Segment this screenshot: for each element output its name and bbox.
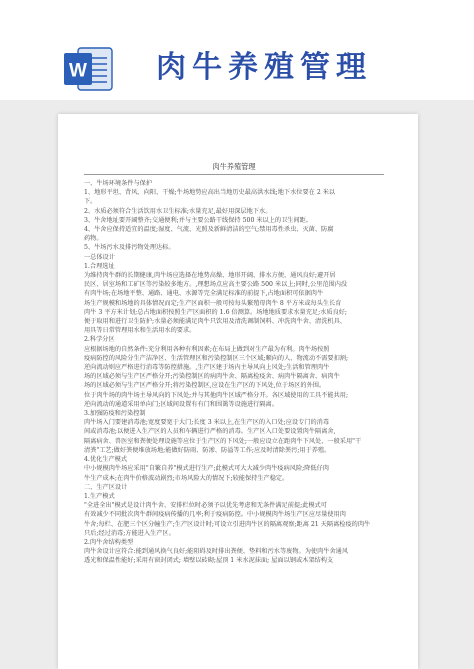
document-text-line: 中小规模肉牛场应采用"自繁自养"模式进行生产;此模式可大大减少肉牛疫病风险;降低仔肉	[84, 465, 329, 473]
document-text-line: 1、地形平坦、背风、向阳、干燥;牛场地势应高出当地历史最高洪水线;地下水位要在 2 米以	[84, 189, 336, 197]
document-text-line: 民区、居室场和工矿区等污染较多地方。,理想场点应高主要公路 500 米以上;同时,公里范围内没	[84, 281, 348, 289]
document-text-line: 只后;经过消毒;方能进入生产区。	[84, 529, 175, 537]
document-text-line: 一、牛场环境条件与保护	[84, 180, 153, 187]
document-text-line: 3.加强防疫和污染控制	[84, 410, 146, 418]
word-document-icon	[64, 46, 114, 92]
document-text-line: 逆向流动则应严格进行消毒等防控措施。,生产区建于场内主导风向上风处;生活和管理肉牛	[84, 364, 330, 372]
document-text-line: 二、生产区设计	[84, 483, 128, 491]
document-text-line: 隔离病舍、兽医室和粪便处理设施等应位于生产区的下风处;一般应设立在距肉牛下风处、一般采用"干	[84, 437, 362, 445]
word-logo-letter: W	[69, 60, 87, 82]
document-text-line: 场的区域必须与生产区严格分开;将污染控制区,应设在生产区的下风处,位于场区的外围。	[84, 382, 326, 390]
document-body	[84, 126, 384, 566]
document-text-line: "全进全出"模式是设计肉牛舍、安排栏位时必须予以优先考虑和无条件满足前提;此模式可	[84, 502, 327, 510]
banner-title: 肉牛养殖管理	[156, 50, 372, 85]
document-text-line: 清粪"工艺;做好粪便堆放场地;能做好防雨、防渗、防溢等工作;应及时清除粪污;用于养殖。	[84, 446, 331, 454]
document-text-line: 场的区域必须与生产区严格分开;污染控制区的病肉牛舍、隔离检疫舍、病肉牛隔离舍、病肉牛	[84, 373, 340, 381]
document-text-line: 用具等日常管理用水和生活用水的要求。	[84, 327, 196, 335]
document-text-line: 逆向流动的通道采用单向门;区域间设置有有门和围篱等设施进行隔离。	[84, 400, 278, 408]
document-text-line: 肉牛舍设计应符合:能到通风换气良好;能阻碍及时排出粪便、垫料和污水等废物。为使肉牛舍通风	[84, 548, 349, 556]
document-title: 肉牛养殖管理	[212, 162, 256, 171]
document-preview-area	[0, 100, 474, 669]
document-text-line: 下。	[84, 198, 97, 206]
document-text-line: 5、牛场污水及排污物处理达标。	[84, 244, 175, 252]
document-text-line: 药物。	[84, 235, 103, 243]
document-text-line: 2.科学分区	[84, 336, 115, 344]
title-divider	[84, 174, 384, 175]
banner	[0, 0, 474, 100]
document-text-line: 疫病防控的风险分生产洁净区、生活管理区和污染控制区三个区域;顺向的人、物流动不需要扣割;	[84, 354, 349, 362]
document-text-line: 牛生产成本;在肉牛价格波动剧烈;市场风险大的情况下;较能保持生产稳定。	[84, 474, 289, 482]
document-text	[84, 179, 384, 566]
document-text-line: 场生产规模和场地的具体情况而定;生产区面积一般可按每头繁殖母肉牛 8 平方米或每头生长育	[84, 299, 342, 307]
document-text-line: 便于取用和进行卫生防护;水量必须能满足肉牛只饮用及清洗调制饲料、冲洗肉牛舍、清洗机具、	[84, 318, 346, 326]
document-text-line: 3、牛舍地址要开阔整齐;交通便利;并与主要公路干线保持 500 米以上的卫生间距。	[84, 216, 313, 224]
document-text-line: 1.合理选址	[84, 262, 115, 270]
document-page	[58, 114, 418, 669]
document-text-line: 肉牛场入门要建消毒池;宽度要宽于大门;长度 3 米以上,在生产区的入口处;应设专门的消毒	[84, 419, 330, 427]
document-text-line: 1.生产模式	[84, 492, 115, 500]
document-text-line: 肉牛 3 平方米计划;总占地面积按照生产区面积的 1.6 倍测算。场地地质要求水量充足;水质良好;	[84, 308, 348, 316]
document-text-line: 有效减少不同批次肉牛群间疫病传播的几率;利于疫病防控。中小规模肉牛场生产区应尽量使用肉	[84, 511, 346, 519]
document-text-line: 应根据场地的自然条件:充分利用各种有利因素;在布局上做到对生产最为有利。肉牛场按照	[84, 345, 330, 353]
document-text-line: 2.肉牛舍结构类型	[84, 538, 134, 546]
document-text-line: 透光和保温性能好;采用有窗封闭式; 墙壁以砖砌;屋顶 1 米水泥抹面; 屋面以钢或木架结构支	[84, 557, 334, 565]
document-text-line: 4、牛舍应保持适宜的温度;湿度、气流、光照及新鲜清洁的空气;禁用毒性杀虫、灭菌、防腐	[84, 226, 334, 234]
document-text-line: 牛舍;每栏、在肥三个区分幢生产;生产区设计时;可设立引进肉牛区的隔离观察;距离 21 天隔离检疫的肉牛	[84, 520, 371, 528]
document-text-line: 为维持肉牛群的长期健康,肉牛场应选择在地势高燥、地形开阔、排水方便、通风良好;避开居	[84, 272, 336, 280]
document-text-line: 间或消毒池;以便进入生产区的人员和车辆进行严格的消毒。生产区入口处要设置肉牛隔离舍,	[84, 428, 336, 436]
document-text-line: 有肉牛场;在场地平整、通路、通电、水源等完全满足标准的前提下,占地面积可依据肉牛	[84, 290, 324, 298]
document-text-line: 4.优化生产模式	[84, 456, 128, 464]
document-text-line: 位于肉牛场的肉牛场主导风向的下风处;并与其他肉牛区域严格分开。各区域使用的工具不能共用;	[84, 391, 349, 399]
document-text-line: 2、水质必须符合生活饮用水卫生标准;水量充足,最好用深层地下水。	[84, 207, 272, 215]
document-text-line: 一总体设计	[84, 253, 115, 261]
